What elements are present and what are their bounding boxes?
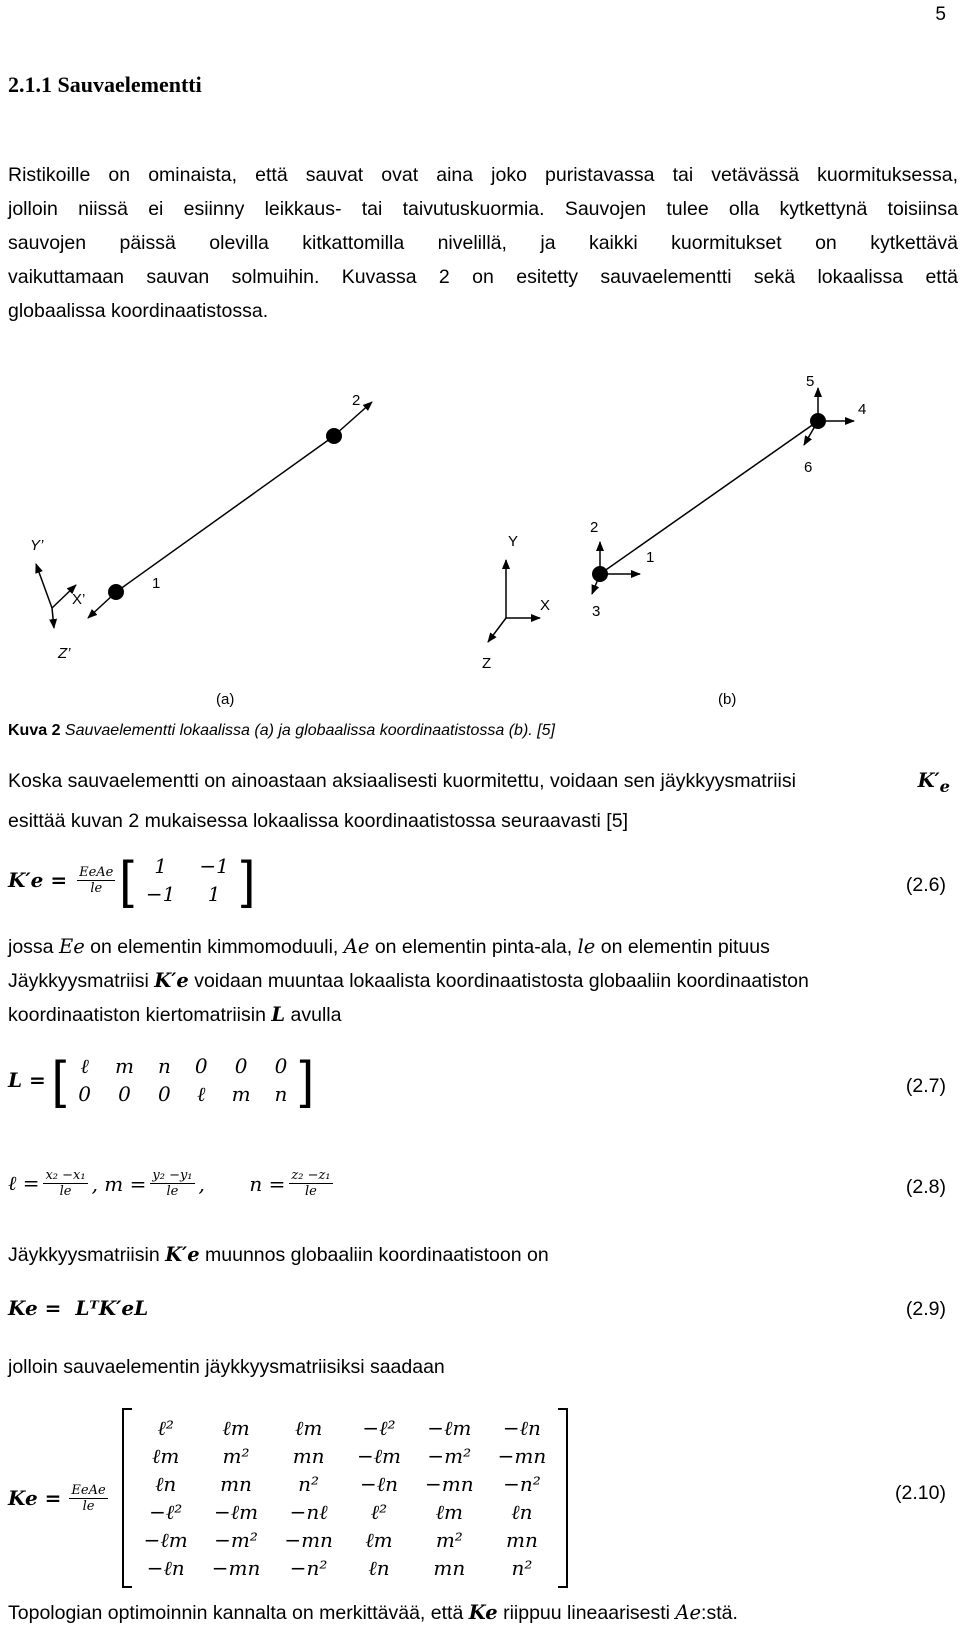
subfigure-b-label: (b) xyxy=(718,691,737,708)
eq210-coefficient: $\frac{\text{EeAe}}{le}$ xyxy=(71,1482,106,1514)
jolloin-paragraph: jolloin sauvaelementin jäykkyysmatriisiksi saadaan xyxy=(8,1356,445,1378)
intro-line-1: Ristikoille on ominaista, että sauvat ovat aina joko puristavassa tai vetävässä kuormituksessa, xyxy=(8,164,958,186)
eq27-lhs: L = xyxy=(8,1068,46,1092)
koska-line-2: esittää kuvan 2 mukaisessa lokaalissa koordinaatistossa seuraavasti [5] xyxy=(8,809,628,832)
global-bar-line xyxy=(600,421,818,574)
intro-line-2: jolloin niissä ei esiinny leikkaus- tai taivutuskuormia. Sauvojen tulee olla kytkettynä toisiinsa xyxy=(8,198,958,220)
eq210-number: (2.10) xyxy=(895,1482,946,1504)
local-y-label: Y’ xyxy=(30,537,44,554)
eq27-matrix: ℓ m n 0 0 0 0 0 0 ℓ m n xyxy=(78,1053,288,1106)
local-node-2-label: 2 xyxy=(352,392,361,409)
koska-paragraph: Koska sauvaelementti on ainoastaan aksiaalisesti kuormitettu, voidaan sen jäykkyysmatriisi $K'_e$ esittää kuvan 2 mukaisessa lokaalissa koordinaatistossa seuraavasti [5] xyxy=(8,764,958,838)
global-z-axis xyxy=(488,618,506,642)
final-paragraph: Topologian optimoinnin kannalta on merkittävää, että Ke riippuu lineaarisesti Ae:stä. xyxy=(8,1601,738,1624)
local-z-label: Z’ xyxy=(58,645,71,662)
caption-text: Sauvaelementti lokaalissa (a) ja globaalissa koordinaatistossa (b). [5] xyxy=(64,722,555,739)
intro-line-5: globaalissa koordinaatistossa. xyxy=(8,300,269,322)
global-dof-3-label: 3 xyxy=(592,603,601,620)
equation-2-8: ℓ = $\frac{\text{x₂ −x₁}}{le}$ , m = $\frac{\text{y₂ −y₁}}{le}$ , n = $\frac{\text{z₂ −z₁}}{le}$ xyxy=(8,1168,331,1199)
subfigure-a-label: (a) xyxy=(216,691,235,708)
local-y-axis xyxy=(36,564,52,608)
equation-2-7: L = [ ℓ m n 0 0 0 0 0 0 ℓ m n ] xyxy=(8,1051,314,1109)
section-heading: 2.1.1 Sauvaelementti xyxy=(8,72,202,97)
global-x-label: X xyxy=(540,597,551,614)
global-dof-4-label: 4 xyxy=(858,401,867,418)
equation-2-9: Ke = LᵀK′eL xyxy=(8,1296,149,1320)
page-number: 5 xyxy=(935,4,946,25)
equation-2-6: K′e = $\frac{\text{EeAe}}{le}$ [ 1 −1 −1 1 ] xyxy=(8,851,256,909)
local-force-arrow-1 xyxy=(88,594,114,618)
local-z-axis xyxy=(52,608,54,628)
local-x-label: X’ xyxy=(72,591,86,608)
truss-element-figure xyxy=(0,360,960,710)
global-dof-2-label: 2 xyxy=(590,519,599,536)
caption-number: Kuva 2 xyxy=(8,722,61,739)
figure-caption xyxy=(8,722,555,740)
koska-line-1: Koska sauvaelementti on ainoastaan aksiaalisesti kuormitettu, voidaan sen jäykkyysmatriisi xyxy=(8,770,796,792)
eq28-number: (2.8) xyxy=(905,1176,946,1198)
eq26-lhs: K′e = xyxy=(8,868,68,892)
eq27-number: (2.7) xyxy=(905,1075,946,1097)
local-node-1-label: 1 xyxy=(152,575,161,592)
global-dof-5-label: 5 xyxy=(806,373,815,390)
equation-2-10 xyxy=(8,1408,568,1588)
intro-line-4: vaikuttamaan sauvan solmuihin. Kuvassa 2 on esitetty sauvaelementti sekä lokaalissa että xyxy=(8,266,958,288)
eq210-lhs: Ke = xyxy=(8,1486,62,1510)
eq29-number: (2.9) xyxy=(905,1298,946,1320)
intro-paragraph xyxy=(8,158,958,328)
global-z-label: Z xyxy=(482,655,492,672)
jossa-paragraph: jossa Ee on elementin kimmomoduuli, Ae on elementin pinta-ala, le on elementin pituus Jäykkyysmatriisi K′e voidaan muuntaa lokaalista koordinaatistosta globaaliin koordinaatiston koordinaatiston kiertomatriisin L avulla xyxy=(8,935,809,1026)
global-dof-6-label: 6 xyxy=(804,459,813,476)
muunnos-paragraph: Jäykkyysmatriisin K′e muunnos globaaliin koordinaatistoon on xyxy=(8,1243,549,1266)
eq210-matrix: ℓ² ℓm ℓm −ℓ² −ℓm −ℓn ℓm m² mn −ℓm −m² −mn ℓn mn n² −ℓn −mn −n² −ℓ² −ℓm −nℓ ℓ² ℓm ℓn −ℓm −m² −mn ℓm m² mn −ℓn −mn −n² ℓn mn n² xyxy=(143,1415,547,1580)
intro-line-3: sauvojen päissä olevilla kitkattomilla nivelillä, ja kaikki kuormitukset on kytkettävä xyxy=(8,232,958,254)
global-y-label: Y xyxy=(508,533,519,550)
eq26-matrix: 1 −1 −1 1 xyxy=(145,854,229,906)
eq26-coefficient: $\frac{\text{EeAe}}{le}$ xyxy=(79,864,114,896)
eq26-number: (2.6) xyxy=(905,874,946,896)
local-bar-line xyxy=(116,436,334,592)
global-dof-1-label: 1 xyxy=(646,549,655,566)
